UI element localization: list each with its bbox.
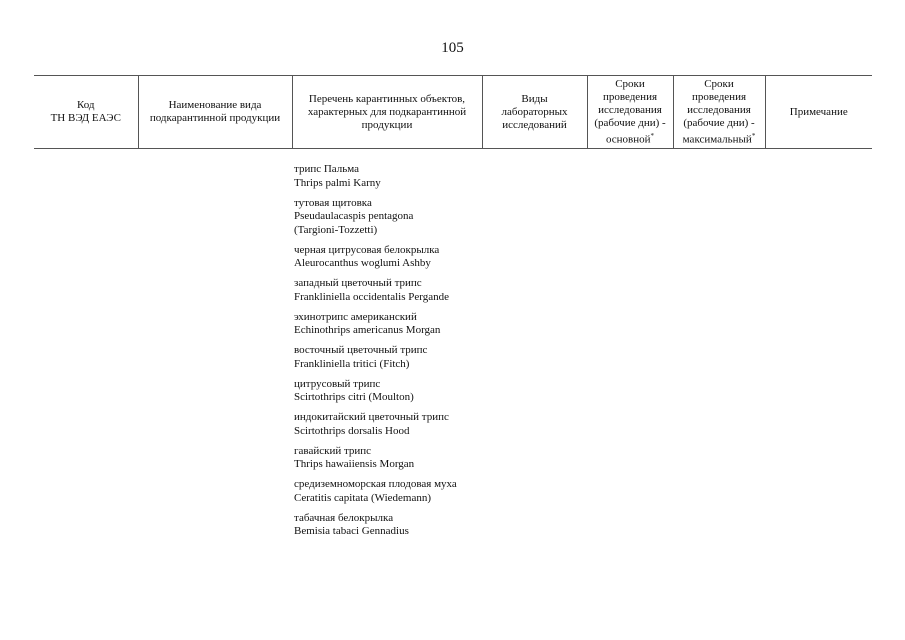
pest-common-name: трипс Пальма <box>294 163 360 175</box>
pest-latin-name: Scirtothrips dorsalis Hood <box>294 424 410 437</box>
pest-common-name: индокитайский цветочный трипс <box>294 411 449 423</box>
footnote-mark: * <box>751 131 756 140</box>
column-header-code <box>34 76 138 149</box>
pest-common-name: табачная белокрылка <box>294 511 394 524</box>
column-header-line: Сроки <box>615 77 645 90</box>
column-header-line: исследований <box>502 118 567 131</box>
column-header-line: лабораторных <box>501 105 568 118</box>
pest-common-name: черная цитрусовая белокрылка <box>294 243 440 256</box>
pest-common-name: тутовая щитовка <box>294 196 372 209</box>
pest-item <box>294 512 484 539</box>
column-header-lab-research <box>482 76 587 149</box>
pest-item <box>294 277 484 304</box>
column-header-line: (рабочие дни) - <box>594 116 666 129</box>
pest-latin-name: Aleurocanthus woglumi Ashby <box>294 257 431 269</box>
pest-latin-name: Ceratitis capitata (Wiedemann) <box>294 491 431 504</box>
pest-latin-name: (Targioni-Tozzetti) <box>294 223 378 236</box>
column-header-line: подкарантинной продукции <box>149 112 281 124</box>
pest-latin-name: Scirtothrips citri (Moulton) <box>294 391 414 403</box>
pest-item <box>294 244 484 271</box>
column-header-quarantine-objects <box>292 76 482 149</box>
pest-latin-name: Thrips palmi Karny <box>294 176 381 189</box>
column-header-product-name <box>138 76 292 149</box>
pest-item <box>294 163 484 190</box>
pest-latin-name: Frankliniella occidentalis Pergande <box>294 290 449 303</box>
table-header <box>34 75 872 149</box>
column-header-line: Примечание <box>789 105 848 118</box>
pest-item <box>294 411 484 438</box>
pest-common-name: западный цветочный трипс <box>294 277 422 289</box>
pest-common-name: восточный цветочный трипс <box>294 344 428 356</box>
quarantine-objects-list <box>294 163 484 545</box>
column-header-line: Код <box>76 99 95 111</box>
column-header-line: проведения <box>602 90 658 103</box>
header-row <box>34 76 872 149</box>
pest-common-name: средиземноморская плодовая муха <box>294 478 457 490</box>
column-header-term-max <box>673 76 765 149</box>
column-header-line: ТН ВЭД ЕАЭС <box>50 112 121 124</box>
column-header-line: основной <box>605 133 651 146</box>
column-header-line: продукции <box>361 118 413 131</box>
column-header-line: Сроки <box>704 77 734 90</box>
column-header-term-basic <box>587 76 673 149</box>
pest-item <box>294 197 484 238</box>
column-header-line: исследования <box>598 103 662 116</box>
pest-item <box>294 478 484 505</box>
pest-latin-name: Echinothrips americanus Morgan <box>294 324 441 336</box>
pest-common-name: цитрусовый трипс <box>294 377 381 390</box>
column-header-note <box>765 76 872 149</box>
column-header-line: (рабочие дни) - <box>683 116 755 129</box>
page-number: 105 <box>441 40 464 56</box>
pest-common-name: эхинотрипс американский <box>294 310 417 323</box>
column-header-line: Виды <box>521 92 548 105</box>
column-header-line: максимальный <box>682 133 752 146</box>
column-header-line: характерных для подкарантинной <box>307 105 467 118</box>
column-header-line: Перечень карантинных объектов, <box>308 92 466 105</box>
pest-item <box>294 344 484 371</box>
pest-item <box>294 445 484 472</box>
column-header-line: Наименование вида <box>168 99 262 111</box>
pest-latin-name: Pseudaulacaspis pentagona <box>294 210 414 222</box>
pest-latin-name: Bemisia tabaci Gennadius <box>294 525 409 537</box>
pest-item <box>294 378 484 405</box>
pest-latin-name: Frankliniella tritici (Fitch) <box>294 357 410 370</box>
pest-latin-name: Thrips hawaiiensis Morgan <box>294 458 415 470</box>
footnote-mark: * <box>650 131 654 140</box>
pest-common-name: гавайский трипс <box>294 444 372 457</box>
column-header-line: проведения <box>691 90 747 103</box>
column-header-line: исследования <box>687 103 751 116</box>
pest-item <box>294 311 484 338</box>
